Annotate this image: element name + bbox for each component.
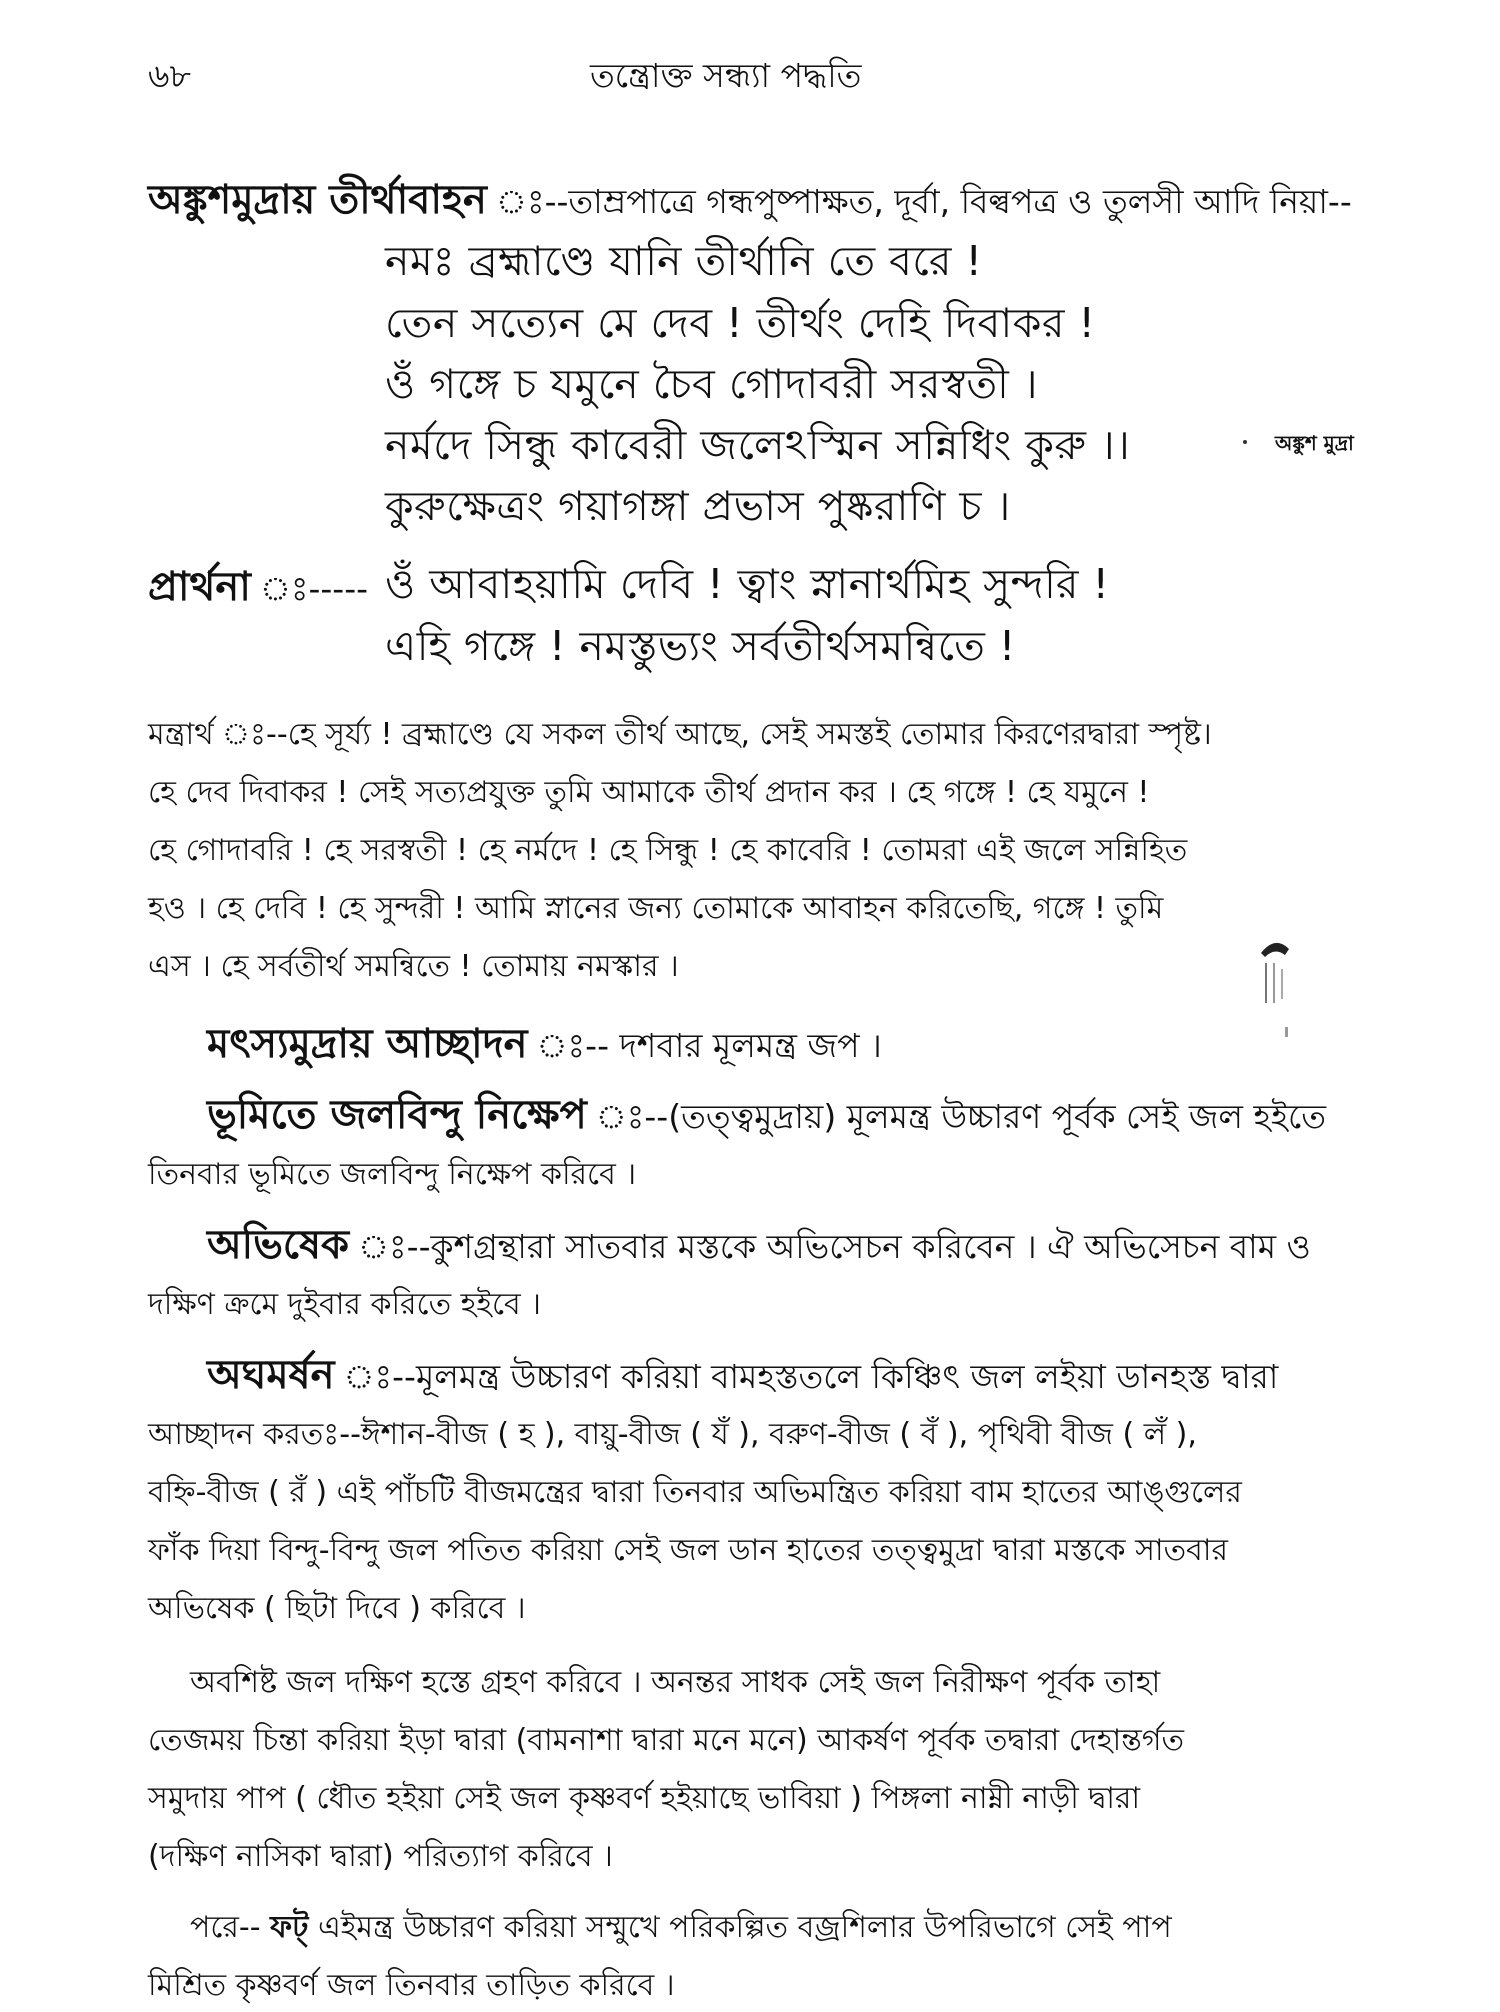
abashishta-line-3: সমুদায় পাপ ( ধৌত হইয়া সেই জল কৃষ্ণবর্ণ হইয়াছে ভাবিয়া ) পিঙ্গলা নাম্নী নাড়ী দ্বারা [148,1781,1141,1816]
aghamarshan-heading: অঘমর্ষন [207,1352,335,1398]
bhumi-row [207,1083,1326,1150]
pare-lead: পরে-- [190,1910,261,1945]
figure-marker [1243,440,1247,444]
aghamarshan-line-3: বহ্নি-বীজ ( রঁ ) এই পাঁচটি বীজমন্ত্রের দ্বারা তিনবার অভিমন্ত্রিত করিয়া বাম হাতের আঙ্গুলের [148,1475,1242,1510]
aghamarshan-text: ঃ--মূলমন্ত্র উচ্চারণ করিয়া বামহস্ততলে কিঞ্চিৎ জল লইয়া ডানহস্ত দ্বারা [392,1357,1279,1396]
phat-mantra: ফট্ [270,1910,309,1945]
bhumi-text: ঃ--(তত্ত্বমুদ্রায়) মূলমন্ত্র উচ্চারণ পূর্বক সেই জল হইতে [644,1097,1327,1136]
matsya-heading: মৎস্যমুদ্রায় আচ্ছাদন [207,1021,528,1067]
verse-line-2: তেন সত্যেন মে দেব ! তীর্থং দেহি দিবাকর ! [385,299,1096,347]
bhumi-heading: ভূমিতে জলবিন্দু নিক্ষেপ [207,1092,587,1138]
matsya-row [207,1012,882,1079]
aghamarshan-line-4: ফাঁক দিয়া বিন্দু-বিন্দু জল পতিত করিয়া সেই জল ডান হাতের তত্ত্বমুদ্রা দ্বারা মস্তকে সাতবার [148,1533,1229,1568]
verse-line-3: ওঁ গঙ্গে চ যমুনে চৈব গোদাবরী সরস্বতী । [385,360,1039,408]
abhishek-row [207,1213,1311,1280]
abashishta-line-4: (দক্ষিণ নাসিকা দ্বারা) পরিত্যাগ করিবে । [148,1839,613,1874]
mantrartha-line-2: হে দেব দিবাকর ! সেই সত্যপ্রযুক্ত তুমি আমাকে তীর্থ প্রদান কর । হে গঙ্গে ! হে যমুনে ! [148,775,1150,810]
section-heading: অঙ্কুশমুদ্রায় তীর্থাবাহন [148,177,487,223]
pare-line-2: মিশ্রিত কৃষ্ণবর্ণ জল তিনবার তাড়িত করিবে । [148,1968,675,2003]
verse-line-5: কুরুক্ষেত্রং গয়াগঙ্গা প্রভাস পুষ্করাণি চ । [385,482,1011,530]
prayer-separator: ঃ----- [308,569,369,608]
prayer-line-1: ওঁ আবাহয়ামি দেবি ! ত্বাং স্নানার্থমিহ সুন্দরি ! [385,560,1110,608]
section-tirthabahan [148,168,1352,235]
verse-line-4: নর্মদে সিন্ধু কাবেরী জলেঽস্মিন সন্নিধিং কুরু ।। [385,421,1131,469]
aghamarshan-row [207,1343,1278,1410]
aghamarshan-line-5: অভিষেক ( ছিটা দিবে ) করিবে । [148,1591,526,1626]
mantrartha-line-4: হও । হে দেবি ! হে সুন্দরী ! আমি স্নানের জন্য তোমাকে আবাহন করিতেছি, গঙ্গে ! তুমি [148,891,1164,926]
abhishek-text: ঃ--কুশগ্রন্থারা সাতবার মস্তকে অভিসেচন করিবেন । ঐ অভিসেচন বাম ও [406,1227,1311,1266]
page-number: ৬৮ [148,56,191,95]
prayer-heading: প্রার্থনা [148,564,251,610]
running-title: তন্ত্রোক্ত সন্ধ্যা পদ্ধতি [590,56,862,95]
abashishta-line-2: তেজময় চিন্তা করিয়া ইড়া দ্বারা (বামনাশা দ্বারা মনে মনে) আকর্ষণ পূর্বক তদ্বারা দেহান্তর্গত [148,1723,1185,1758]
aghamarshan-line-2: আচ্ছাদন করতঃ--ঈশান-বীজ ( হ ), বায়ু-বীজ ( যঁ ), বরুণ-বীজ ( বঁ ), পৃথিবী বীজ ( লঁ ), [148,1417,1197,1452]
matsya-text: ঃ-- দশবার মূলমন্ত্র জপ । [585,1026,882,1065]
verse-line-1: নমঃ ব্রহ্মাণ্ডে যানি তীর্থানি তে বরে ! [385,237,983,285]
pare-row [190,1903,1172,1954]
ankusha-mudra-label: অঙ্কুশ মুদ্রা [1275,431,1354,455]
abhishek-line-2: দক্ষিণ ক্রমে দুইবার করিতে হইবে । [148,1287,542,1322]
prayer-line-2: এহি গঙ্গে ! নমস্তুভ্যং সর্বতীর্থসমন্বিতে ! [385,622,1016,670]
ink-blot [1255,935,1295,1065]
prayer-heading-row [148,555,368,622]
mantrartha-line-1: মন্ত্রার্থ ঃ--হে সূর্য্য ! ব্রহ্মাণ্ডে যে সকল তীর্থ আছে, সেই সমস্তই তোমার কিরণেরদ্বারা স্পৃষ্ট। [148,717,1212,752]
pare-text: এইমন্ত্র উচ্চারণ করিয়া সম্মুখে পরিকল্পিত বজ্রশিলার উপরিভাগে সেই পাপ [317,1910,1172,1945]
section-text: ঃ--তাম্রপাত্রে গন্ধপুষ্পাক্ষত, দূর্বা, বিল্বপত্র ও তুলসী আদি নিয়া-- [544,182,1352,221]
bhumi-line-2: তিনবার ভূমিতে জলবিন্দু নিক্ষেপ করিবে । [148,1157,637,1192]
abhishek-heading: অভিষেক [207,1222,350,1268]
mantrartha-line-3: হে গোদাবরি ! হে সরস্বতী ! হে নর্মদে ! হে সিন্ধু ! হে কাবেরি ! তোমরা এই জলে সন্নিহিত [148,833,1188,868]
abashishta-line-1: অবশিষ্ট জল দক্ষিণ হস্তে গ্রহণ করিবে । অনন্তর সাধক সেই জল নিরীক্ষণ পূর্বক তাহা [190,1665,1161,1700]
mantrartha-line-5: এস । হে সর্বতীর্থ সমন্বিতে ! তোমায় নমস্কার । [148,949,679,984]
